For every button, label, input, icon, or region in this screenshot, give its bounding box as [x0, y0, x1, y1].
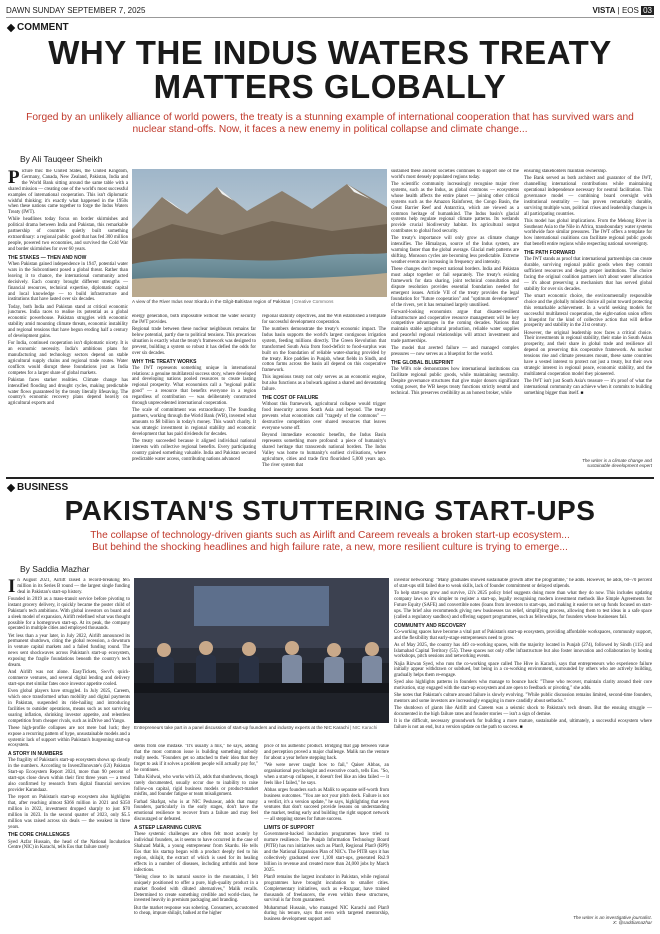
paragraph: Without this framework, agricultural collapse would trigger food insecurity across South Asia and beyond. The treaty prevents what economists call "tragedy of the commons" — destructive competition over shared resources that leaves everyone worse off. — [262, 402, 386, 431]
paragraph: The IWT represents something unique in international relations: a genuine multilateral success story, where developed and developing nations pooled resources to create lasting regional prosperity. What economists call a "regional public good" — a resource that benefits everyone in a region regardless of contribution — was deliberately constructed through unprecedented international cooperation. — [132, 365, 256, 407]
header-date: DAWN SUNDAY SEPTEMBER 7, 2025 — [6, 6, 146, 15]
paragraph: Government-backed incubation programmes have tried to nurture resilience. The Punjab Information Technology Board (PITB) has run initiatives such as Plan9, Regional Plan9 (RP9) and the National Expansion Plan of NIC's. The PITB says it has collectively graduated over 1,100 start-ups, generated Rs2.9 billion in revenue and created more than 24,000 jobs by March 2025. — [264, 832, 389, 873]
author-note-line2: X: @saddiamazhar — [612, 920, 652, 925]
paragraph: Even global players have struggled. In July 2025, Careem, which once transformed urban mobility and digital payments in Pakistan, suspended its ride-hailing and introducing facilities to outsider operations, means such as not surviving soaring inflation, shrinking investor appetite, and relentless competition from cheaper rivals, such as inDrive and Yango. — [8, 689, 130, 724]
subheading-path: THE PATH FORWARD — [524, 250, 576, 257]
paragraph: regional stability objectives, and the WB established a template for successful development cooperation. — [262, 314, 386, 325]
paragraph: Co-working spaces have become a vital part of Pakistan's start-up ecosystem, providing affordable workspaces, community support, and the flexibility that early-stage entrepreneurs need to grow. — [394, 629, 652, 641]
paragraph: For India, continued cooperation isn't diplomatic nicety. It is an economic necessity. India's ambitious plans for manufacturing and technology sectors depend on stable agricultural supply chains and regional trade routes. Water conflicts would disrupt these foundations just as India competes for a larger share of global markets. — [8, 341, 128, 376]
subheading-blueprint: THE GLOBAL BLUEPRINT — [391, 360, 454, 367]
subheading-cost: THE COST OF FAILURE — [262, 395, 319, 402]
caption-credit: | NIC Karachi — [350, 725, 378, 730]
article1-title-line2: MATTERS GLOBALLY — [153, 67, 507, 105]
article2-column-3 — [264, 744, 389, 928]
paragraph: The treaty succeeded because it aligned individual national interests with collective regional benefits. Every participating country gained something valuable. India and Pakistan secured predictable water access, contributing nations advanced — [132, 438, 256, 462]
paragraph: Pakistan faces starker realities. Climate change has intensified flooding and drought cycles, making predictable water flows guaranteed by the treaty literally lifesaving. The country's economic recovery plans depend heavily on agricultural exports and — [8, 377, 128, 407]
paragraph: "We were never taught how to fail," Qaiser Abbas, an organisational psychologist and executive coach, tells Eos. "So, when a start-up collapses, it doesn't feel like an idea failed — it feels like I failed," he says. — [264, 762, 389, 786]
paragraph: The treaty's importance will only grow as climate change intensifies. The Himalayas, source of the Indus system, are warming faster than the global average. Glacial melt patterns are shifting. Monsoon cycles are becoming less predictable. Extreme weather events are increasing in frequency and intensity. — [391, 236, 519, 265]
subheading-community: COMMUNITY AND RECOVERY — [394, 622, 467, 629]
article1-dek: Forged by an unlikely alliance of world powers, the treaty is a stunning example of international cooperation that has survived wars and nuclear stand-offs. Now, it faces a new enemy in political collapse and climate change... — [26, 112, 634, 136]
paragraph: sustained these ancient societies continues to support one of the world's most densely populated regions today. — [391, 169, 519, 180]
article2-dek — [14, 530, 646, 555]
article1-column-5 — [524, 169, 652, 457]
subheading-why: WHY THE TREATY WORKS — [132, 358, 197, 365]
paragraph: Najia Rizwan Syed, who runs the co-working space called The Hive in Karachi, says that entrepreneurs who experience failure initially appear withdrawn or subdued, but being in a co-working environment, surrounded by others who are actively building, gradually helps them re-engage. — [394, 661, 652, 679]
paragraph: "Being close to its natural source in the mountains, I felt uniquely positioned to offer a pure, high-quality product in a market flooded with diluted alternatives," Malik recalls. Determined to create something credible and world-class, he invested heavily in premium packaging and branding. — [134, 874, 258, 904]
header-brand: VISTA | EOS 03 — [592, 6, 652, 15]
caption-text: Entrepreneurs take part in a panel discussion of start-up founders and industry experts at the NIC Karachi — [134, 725, 349, 730]
article1-title-line1: WHY THE INDUS WATERS TREATY — [48, 34, 612, 71]
paragraph: The scale of commitment was extraordinary. The founding partners, working through the World Bank (WB), invested what amounts to $8 billion in today's money. This wasn't charity. It was strategic investment in regional stability and economic development that has paid dividends for decades. — [132, 408, 256, 437]
paragraph: Today, both India and Pakistan stand at critical economic junctures. India races to realise its potential as a global economic powerhouse. Pakistan struggles with economic stability amid mounting climate threats, economic instability and regional tensions that have begun eroding half a century of development gains. — [8, 304, 128, 340]
paragraph: The smart economic choice, the environmentally responsible choice and the globally minded choice all point toward protecting this remarkable achievement. In a world seeking models for successful multilateral cooperation, the eight-nation union offers a blueprint for the kind of collective action that will define prosperity and stability in the 21st century. — [524, 293, 652, 329]
paragraph: When Pakistan gained independence in 1947, potential water wars in the Subcontinent posed a global threat. Rather than leaving it to chance, the international community acted decisively. Each country brought different strengths — financial resources, technical expertise, diplomatic capital and local knowledge — to build infrastructure and institutions that have lasted over six decades. — [8, 261, 128, 303]
author-note-line1: The writer is an investigative journalist. — [573, 915, 652, 920]
paragraph: ensuring stakeholders maintain ownership. — [524, 169, 607, 174]
article1-photo — [132, 169, 387, 297]
paragraph: The fragility of Pakistan's start-up ecosystem shows up clearly in the numbers. According to Invest2Innovate's (i2i) Pakistan Start-up Ecosystem Report 2024, more than 90 percent of start-ups close down within their first three years — a trend also confirmed by research from digital financial services provider Karandaaz. — [8, 758, 130, 793]
section-bullet-icon — [7, 483, 15, 491]
paragraph: The model that averted failure — and managed complex pressures — now serves as a blueprint for the world. — [391, 346, 519, 358]
paragraph: However, the original leadership now faces a critical choice. Their investments in regional stability, their stake in South Asian prosperity, and their share in global trade and resilience all depend on preserving this cooperative framework. As nuclear tensions rise and climate pressures mount, these same countries have a vested interest to protect not just a treaty, but their own strategic interest in regional peace, economic stability, and the multilateral cooperation model they pioneered. — [524, 330, 652, 377]
article2-column-1 — [8, 578, 130, 928]
header-eos: EOS — [621, 6, 639, 15]
caption-text: A view of the River Indus near Skardu in the Gilgit-Baltistan region of Pakistan — [132, 299, 291, 304]
section-label: BUSINESS — [17, 482, 69, 493]
section-business — [8, 482, 68, 493]
paragraph: Plan9 remains the largest incubator in Pakistan, while regional programmes have brought incubation to smaller cities. Complementary initiatives, such as e-Rozgaar, have trained thousands of freelancers, the even within these structures, survival is far from guaranteed. — [264, 874, 389, 904]
paragraph: Muhammad Hussain, who managed NIC Karachi and Plan9 during his tenure, says that even with targeted mentorship, business development support and — [264, 905, 389, 923]
subheading-story: A STORY IN NUMBERS — [8, 751, 63, 758]
paragraph: But the market response was sobering. Consumers, accustomed to cheap, impure shilajit, balked at the higher — [134, 905, 258, 917]
article2-column-2 — [134, 744, 258, 928]
paragraph: And Airlift was not alone. EasyTickets, Swvl's quick-commerce ventures, and several digital lending and delivery start-ups met similar fates once investor appetite cooled. — [8, 670, 130, 687]
paragraph: As of May 2025, the country has 449 co-working spaces, with the majority located in Punjab (274), followed by Sindh (115) and Islamabad Capital Territory (55). These spaces not only offer infrastructure but also foster innovation and collaboration by hosting workshops, pitch sessions and networking events. — [394, 642, 652, 660]
article2-author-note — [394, 915, 652, 925]
article1-column-3 — [262, 314, 386, 475]
article1-column-2 — [132, 314, 256, 475]
author-note-line1: The writer is a climate change and — [582, 458, 652, 463]
subheading-steep: A STEEP LEARNING CURVE — [134, 825, 202, 832]
article1-column-1 — [8, 169, 128, 475]
article2-byline: By Saddia Mazhar — [20, 564, 90, 574]
article2-photo — [134, 578, 389, 723]
article1-author-note — [524, 458, 652, 468]
article2-photo-caption — [134, 725, 389, 731]
paragraph: While headlines today focus on border skirmishes and political drama between India and Pakistan, this remarkable partnership of countries quietly built something extraordinary: a regional public good that has fed 300 million people, powered two economies, and survived the Cold War and border skirmishes for over 60 years. — [8, 217, 128, 252]
paragraph: n August 2021, Airlift raised a record-breaking $85 million in its Series B round — the largest single funding deal in Pakistan's start-up history. — [17, 578, 130, 595]
paragraph: This model has global implications. From the Mekong River in Southeast Asia to the Nile in Africa, transboundary water systems worldwide face similar pressures. The IWT offers a template for how international coalitions can facilitate regional public goods that benefit entire regions while respecting national sovereignty. — [524, 218, 652, 248]
article1-byline: By Ali Tauqeer Sheikh — [20, 154, 103, 164]
paragraph: investor networking: "Many graduates showed sustainable growth after the programme," he adds. However, he adds, 60–70 percent of start-ups still failed due to weak skills, lack of founder commitment or delayed stipends. — [394, 578, 652, 589]
author-note-line2: sustainable development expert — [587, 463, 652, 468]
page-header — [6, 4, 654, 18]
paragraph: This ingenious treaty not only serves as an economic engine, but also functions as a bulwark against a shared and devastating failure. — [262, 375, 386, 393]
paragraph: The report on Pakistan's start-up ecosystem also highlights that, after reaching almost $366 million in 2021 and $350 million in 2022, investment dropped sharply to just $70 million in 2023. In the second quarter of 2023, only $5.5 million was raised across six deals — the weakest in three years. — [8, 795, 130, 830]
subheading-stakes: THE STAKES — THEN AND NOW — [8, 254, 87, 261]
article1-column-4 — [391, 169, 519, 475]
paragraph: These systemic challenges are often felt most acutely by individual founders, as it seems to have occurred in the case of Shahzad Malik, a young entrepreneur from Skardu. He tells Eos that his startup began with a product deeply tied to his region, shilajit, the extract of which is used for its healing effects in a number of diseases, including arthritis and bone infections. — [134, 832, 258, 873]
paragraph: Farhad Shafqat, who is at NIC Peshawar, adds that many founders, particularly in the early stages, don't have the emotional resilience to recover from a failure and may feel discouraged or defeated. — [134, 799, 258, 823]
section-divider — [6, 477, 654, 479]
paragraph: Yet less than a year later, in July 2022, Airlift announced its permanent shutdown, citing the global recession, a downturn in venture capital markets and a failed funding round. The news sent shockwaves across Pakistan's start-up ecosystem, exposing the fragile foundations beneath the country's tech dream. — [8, 633, 130, 669]
paragraph: The Bank served as both architect and guarantor of the IWT, channelling international contributions while maintaining operational independence necessary for neutral facilitation. This governance model — combining board oversight with institutional neutrality — has proven remarkably durable, surviving multiple wars, political crises and leadership changes in all participating countries. — [524, 176, 652, 217]
paragraph: Syed also highlights patterns in founders who manage to bounce back: "Those who recover, maintain clarity around their core motivation, stay engaged with the start-up ecosystem and are open to feedback or pivoting," she adds. — [394, 680, 652, 692]
paragraph: The shutdown of giants like Airlift and Careem was a seismic shock to Pakistan's tech dream. But the ensuing struggle — documented in the high failure rates and founder stories — isn't a sign of demise. — [394, 706, 652, 718]
paragraph: To help start-ups grow and survive, i2i's 2025 policy brief suggests doing more than what they do now. This includes updating company laws so it's simpler to register a start-up, legally recognising modern investment methods like Simple Agreements for Future Equity (SAFE) and convertible notes (loans from investors to start-ups, and making it easier to set up funds focused on start-ups. The brief also recommends giving new businesses tax relief, simplifying process, allowing them to test ideas in a safe space (called a regulatory sandbox) and offering support programmes, such as fellowships, for founders whose businesses fail. — [394, 591, 652, 620]
paragraph: These changes don't respect national borders. India and Pakistan must adapt together or fail separately. The treaty's existing framework for data sharing, joint technical consultation and dispute resolution provides essential foundation needed for emergent issues. Article VII of the treaty provides the legal foundation for "future cooperation" and "optimum development" of the rivers, yet it has remained largely unutilised. — [391, 267, 519, 308]
article2-dropcap: I — [8, 578, 16, 597]
paragraph: Regional trade between these nuclear neighbours remains far below potential, partly due to political tensions. This precarious situation is exactly what the treaty's framework was designed to prevent, building a system so robust it has defied the odds for over six decades. — [132, 327, 256, 356]
paragraph: The IWT stands as proof that international partnerships can create durable, surviving regional public goods when they commit sufficient resources and design proper institutions. The choice facing the original coalition partners isn't about water allocation — it's about preserving a mechanism that has served global stability for over six decades. — [524, 257, 652, 292]
article1-photo-caption — [132, 299, 387, 305]
subheading-limits: LIMITS OF SUPPORT — [264, 825, 315, 832]
paragraph: price of his authentic product. Bridging that gap between value and perception proved a major challenge. Malik ran the venture for about a year before stepping back. — [264, 744, 389, 761]
paragraph: Talha Kidwai, who works with i2i, adds that shutdowns, though rarely documented, usually occur due to inability to raise follow-on capital, rigid business models or product-market misfits, and founder fatigue or team misalignment. — [134, 774, 258, 798]
header-vista: VISTA — [592, 6, 616, 15]
article1-dropcap: P — [8, 169, 20, 188]
paragraph: The IWT isn't just South Asia's treasure — it's proof of what the international community can achieve when it commits to building something bigger than itself. ■ — [524, 378, 652, 396]
paragraph: energy generation, both impossible without the water security the IWT provides. — [132, 314, 256, 325]
panel-discussion-image — [134, 578, 389, 723]
subheading-core: THE CORE CHALLENGES — [8, 832, 70, 839]
paragraph: The scientific community increasingly recognise major river systems, such as the Indus, as global commons — ecosystems whose health affects the entire planet — joining other critical systems such as the Amazon Rainforest, the Congo Basin, the Great Barrier Reef and Antarctica, which are viewed as a common heritage of humankind. The Indus basin's glacial systems help regulate regional climate patterns. Its wetlands provide crucial biodiversity habitat. Its agricultural output contributes to global food security. — [391, 182, 519, 235]
section-label: COMMENT — [17, 22, 69, 33]
paragraph: icture this: the United States, the United Kingdom, Germany, Canada, New Zealand, Pakistan, India and the World Bank sitting around the same table with a shared mission — creating one of the world's most successful examples of international cooperation. This isn't diplomatic wishful thinking; it's exactly what happened in the 1950s when these nations came together to forge the Indus Waters Treaty (IWT). — [8, 169, 128, 216]
section-bullet-icon — [7, 23, 15, 31]
paragraph: The WB's role demonstrates how international institutions can facilitate regional public goods, while maintaining neutrality. Despite governance structures that give major donors significant voting power, the WB keeps treaty functions strictly neutral and technical. This preserves credibility as an honest broker, while — [391, 367, 519, 396]
paragraph: stems from one mistake. "It's usually a mix," he says, adding that the most common issue is building something nobody really needs. "Founders get so attached to their idea that they forget to ask if it solves a problem people will actually pay for," he continues. — [134, 744, 258, 773]
paragraph: Founded in 2019 as a mass-transit service before pivoting to instant grocery delivery, it quickly became the poster child of Pakistan's tech ambitions. With global investors on board and a sleek model of expansion, Airlift redefined what was thought possible for a homegrown start-up. At its peak, the company operated in multiple cities and employed thousands. — [8, 596, 130, 632]
section-comment — [8, 22, 69, 33]
article1-title — [0, 36, 660, 103]
paragraph: Syed Azfar Hussain, the head of the National Incubation Centre (NIC) in Karachi, tells Eos that failure rarely — [8, 839, 130, 851]
paragraph: Beyond immediate economic benefits, the Indus Basin represents something more profound: a piece of humanity's shared heritage that transcends national borders. The Indus Valley was home to humanity's earliest civilisations, where agriculture, cities and trade first flourished 5,000 years ago. The river system that — [262, 432, 386, 468]
page-number: 03 — [643, 6, 652, 15]
article2-dek-line2: But behind the shocking headlines and high failure rate, a new, more resilient culture is trying to emerge... — [92, 542, 568, 554]
paragraph: It is the difficult, necessary groundwork for building a more mature, sustainable and, ultimately, a successful ecosystem where failure is not an end, but a version update on the path to success. ■ — [394, 719, 652, 731]
article2-title: PAKISTAN'S STUTTERING START-UPS — [64, 495, 596, 526]
paragraph: These high-profile collapses are not mere bad luck; they expose a recurring pattern of hype, unsustainable models and a systemic lack of support within Pakistan's burgeoning start-up ecosystem. — [8, 725, 130, 749]
article2-dek-line1: The collapse of technology-driven giants such as Airlift and Careem reveals a broken start-up ecosystem... — [90, 530, 570, 541]
indus-river-image — [132, 169, 387, 297]
article2-column-4 — [394, 578, 652, 914]
paragraph: The numbers demonstrate the treaty's economic impact. The Indus basin supports the world's largest contiguous irrigation system, feeding millions directly. The Green Revolution that transformed South Asia from food-deficit to food-surplus was built on the foundation of reliable water-sharing provided by the treaty. Rice paddies in Punjab, wheat fields in Sindh, and cotton farms across the basin all depend on this cooperative framework. — [262, 327, 386, 374]
caption-credit: | Creative Commons — [291, 299, 334, 304]
paragraph: Abbas urges founders such as Malik to separate self-worth from business outcomes. "You are not your pitch deck. Failure is not a verdict, it's a version update," he says, highlighting that even ventures that don't succeed provide lessons on understanding the market, testing early and building the right support network — all stepping stones for future success. — [264, 787, 389, 823]
paragraph: Forward-looking economists argue that disaster-resilient infrastructure and cooperative resource management will be key competitive advantages in the coming decades. Nations that maintain stable agricultural production, reliable water supplies and peaceful regional relationships will attract investment and trade partnerships. — [391, 309, 519, 345]
paragraph: She notes that Pakistan's culture around failure is slowly evolving. "While public discussion remains limited, second-time founders, mentors and some investors are increasingly engaging in more candidly about setbacks." — [394, 693, 652, 705]
